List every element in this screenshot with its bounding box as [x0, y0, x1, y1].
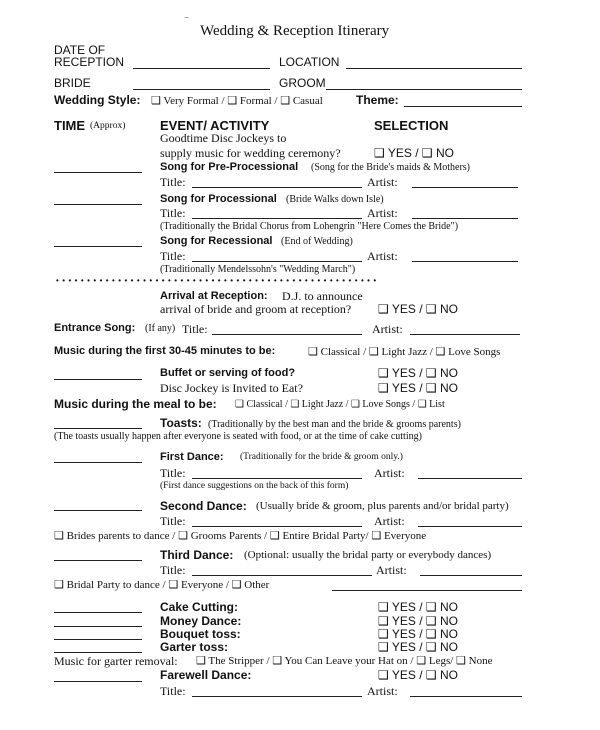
- time-field-farewell[interactable]: [54, 681, 142, 682]
- recess-note: (End of Wedding): [281, 236, 353, 247]
- time-field-cake[interactable]: [54, 612, 142, 613]
- recess-title-field[interactable]: [192, 261, 362, 262]
- entrance-label: Entrance Song:: [54, 322, 136, 334]
- third-dance-title-field[interactable]: [192, 575, 372, 576]
- dj-ceremony-yes-no[interactable]: ❑ YES / ❑ NO: [374, 146, 454, 160]
- arrival-text2: arrival of bride and groom at reception?: [160, 302, 352, 316]
- col-time: TIME: [54, 118, 86, 133]
- proc-note: (Bride Walks down Isle): [286, 194, 384, 205]
- entrance-title-label: Title:: [182, 322, 208, 336]
- farewell-yes-no[interactable]: ❑ YES / ❑ NO: [378, 668, 458, 682]
- col-event: EVENT/ ACTIVITY: [160, 118, 270, 133]
- first-dance-label: First Dance:: [160, 451, 224, 463]
- toasts-label: Toasts:: [160, 416, 202, 430]
- money-yes-no[interactable]: ❑ YES / ❑ NO: [378, 614, 458, 628]
- groom-label: GROOM: [279, 76, 326, 90]
- time-field-proc[interactable]: [54, 204, 142, 205]
- time-field-second-dance[interactable]: [54, 510, 142, 511]
- first-dance-suggestions: (First dance suggestions on the back of this form): [160, 481, 349, 491]
- entrance-note: (If any): [145, 323, 176, 334]
- page-title: Wedding & Reception Itinerary: [200, 23, 390, 39]
- first-dance-title-field[interactable]: [192, 478, 362, 479]
- time-field-buffet[interactable]: [54, 379, 142, 380]
- recess-artist-field[interactable]: [412, 261, 518, 262]
- third-dance-artist-field[interactable]: [420, 575, 522, 576]
- time-field-preproc[interactable]: [54, 172, 142, 173]
- wedding-style-options[interactable]: ❑ Very Formal / ❑ Formal / ❑ Casual: [151, 95, 323, 107]
- proc-title-label: Title:: [160, 206, 186, 220]
- second-dance-options[interactable]: ❑ Brides parents to dance / ❑ Grooms Parents / ❑ Entire Bridal Party/ ❑ Everyone: [54, 530, 427, 542]
- title-mark: ‾: [185, 18, 189, 29]
- recess-artist-label: Artist:: [367, 249, 398, 263]
- arrival-label: Arrival at Reception:: [160, 290, 268, 302]
- recess-traditional: (Traditionally Mendelssohn's "Wedding March"): [160, 264, 356, 275]
- cake-yes-no[interactable]: ❑ YES / ❑ NO: [378, 600, 458, 614]
- bouquet-yes-no[interactable]: ❑ YES / ❑ NO: [378, 627, 458, 641]
- reception-label: RECEPTION: [54, 55, 125, 69]
- first-dance-artist-field[interactable]: [418, 478, 522, 479]
- farewell-artist-label: Artist:: [367, 684, 398, 698]
- theme-field[interactable]: [404, 106, 522, 107]
- third-dance-note: (Optional: usually the bridal party or everybody dances): [244, 549, 492, 561]
- time-field-bouquet[interactable]: [54, 639, 142, 640]
- proc-artist-field[interactable]: [412, 218, 518, 219]
- recess-title-label: Title:: [160, 249, 186, 263]
- time-field-recess[interactable]: [54, 246, 142, 247]
- preproc-label: Song for Pre-Processional: [160, 161, 299, 173]
- second-dance-note: (Usually bride & groom, plus parents and/or bridal party): [256, 500, 509, 512]
- first-dance-title-label: Title:: [160, 466, 186, 480]
- music-first-label: Music during the first 30-45 minutes to be:: [54, 345, 276, 357]
- first-dance-note: (Traditionally for the bride & groom only.): [240, 452, 403, 462]
- entrance-title-field[interactable]: [212, 334, 362, 335]
- buffet-label: Buffet or serving of food?: [160, 367, 296, 379]
- bouquet-toss-label: Bouquet toss:: [160, 627, 241, 641]
- col-time-note: (Approx): [90, 121, 126, 131]
- location-label: LOCATION: [279, 55, 340, 69]
- third-dance-artist-label: Artist:: [376, 563, 407, 577]
- third-dance-options[interactable]: ❑ Bridal Party to dance / ❑ Everyone / ❑ Other: [54, 579, 270, 591]
- arrival-yes-no[interactable]: ❑ YES / ❑ NO: [378, 302, 458, 316]
- third-dance-title-label: Title:: [160, 563, 186, 577]
- third-dance-other-field[interactable]: [332, 590, 522, 591]
- time-field-garter[interactable]: [54, 652, 142, 653]
- dj-invited-label: Disc Jockey is Invited to Eat?: [160, 381, 303, 395]
- date-of-label: DATE OF: [54, 43, 106, 57]
- garter-yes-no[interactable]: ❑ YES / ❑ NO: [378, 640, 458, 654]
- time-field-toasts[interactable]: [54, 428, 142, 429]
- garter-music-label: Music for garter removal:: [54, 654, 178, 668]
- location-field[interactable]: [346, 68, 522, 69]
- preproc-title-label: Title:: [160, 175, 186, 189]
- preproc-artist-label: Artist:: [367, 175, 398, 189]
- farewell-artist-field[interactable]: [410, 696, 522, 697]
- dj-ceremony-line1: Goodtime Disc Jockeys to: [160, 131, 287, 145]
- second-dance-artist-field[interactable]: [418, 526, 522, 527]
- preproc-title-field[interactable]: [192, 187, 362, 188]
- preproc-artist-field[interactable]: [412, 187, 518, 188]
- second-dance-title-field[interactable]: [192, 526, 362, 527]
- toasts-note: (Traditionally by the best man and the bride & grooms parents): [208, 419, 461, 430]
- farewell-title-field[interactable]: [192, 696, 362, 697]
- garter-music-options[interactable]: ❑ The Stripper / ❑ You Can Leave your Hat on / ❑ Legs/ ❑ None: [196, 655, 493, 667]
- groom-field[interactable]: [326, 89, 522, 90]
- farewell-dance-label: Farewell Dance:: [160, 668, 252, 682]
- recess-label: Song for Recessional: [160, 235, 273, 247]
- dj-invited-yes-no[interactable]: ❑ YES / ❑ NO: [378, 381, 458, 395]
- proc-traditional: (Traditionally the Bridal Chorus from Lohengrin "Here Comes the Bride"): [160, 221, 459, 232]
- proc-artist-label: Artist:: [367, 206, 398, 220]
- cake-cutting-label: Cake Cutting:: [160, 600, 238, 614]
- preproc-note: (Song for the Bride's maids & Mothers): [311, 162, 471, 173]
- toasts-traditional: (The toasts usually happen after everyone is seated with food, or at the time of cake cutting): [54, 431, 422, 442]
- bride-label: BRIDE: [54, 76, 91, 90]
- buffet-yes-no[interactable]: ❑ YES / ❑ NO: [378, 366, 458, 380]
- entrance-artist-field[interactable]: [410, 334, 520, 335]
- third-dance-label: Third Dance:: [160, 548, 234, 562]
- time-field-money[interactable]: [54, 626, 142, 627]
- garter-toss-label: Garter toss:: [160, 640, 229, 654]
- music-meal-label: Music during the meal to be:: [54, 397, 217, 411]
- second-dance-label: Second Dance:: [160, 499, 247, 513]
- dj-ceremony-line2: supply music for wedding ceremony?: [160, 146, 341, 160]
- col-selection: SELECTION: [374, 118, 449, 133]
- second-dance-artist-label: Artist:: [374, 514, 405, 528]
- date-field[interactable]: [133, 68, 270, 69]
- farewell-title-label: Title:: [160, 684, 186, 698]
- time-field-first-dance[interactable]: [54, 462, 142, 463]
- bride-field[interactable]: [133, 89, 270, 90]
- entrance-artist-label: Artist:: [372, 322, 403, 336]
- wedding-style-label: Wedding Style:: [54, 93, 141, 107]
- arrival-text1: D.J. to announce: [282, 289, 363, 303]
- money-dance-label: Money Dance:: [160, 614, 242, 628]
- time-field-third-dance[interactable]: [54, 560, 142, 561]
- proc-title-field[interactable]: [192, 218, 362, 219]
- theme-label: Theme:: [356, 93, 399, 107]
- first-dance-artist-label: Artist:: [374, 466, 405, 480]
- second-dance-title-label: Title:: [160, 514, 186, 528]
- music-first-options[interactable]: ❑ Classical / ❑ Light Jazz / ❑ Love Songs: [308, 346, 501, 358]
- dotted-separator: • • • • • • • • • • • • • • • • • • • • • • • • • • • • • • • • • • • • • • • • • • • • • • • • • • • •: [56, 276, 377, 285]
- proc-label: Song for Processional: [160, 193, 277, 205]
- music-meal-options[interactable]: ❑ Classical / ❑ Light Jazz / ❑ Love Songs / ❑ List: [235, 399, 445, 410]
